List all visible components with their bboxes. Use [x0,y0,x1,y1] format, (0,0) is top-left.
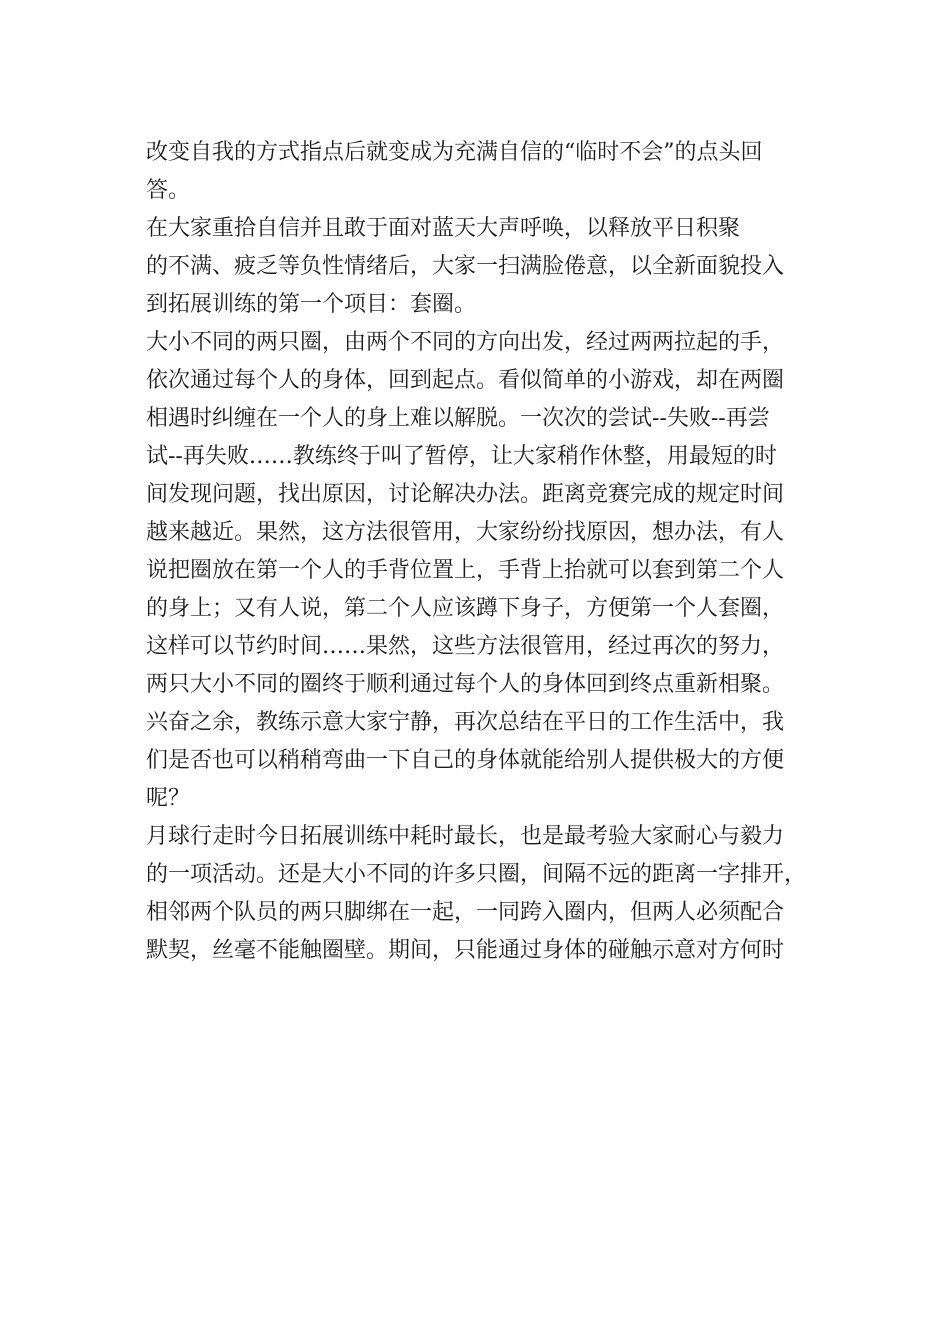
text-line-3: 在大家重拾自信并且敢于面对蓝天大声呼唤，以释放平日积聚 [146,216,741,241]
text-line-13: 的身上；又有人说，第二个人应该蹲下身子，方便第一个人套圈， [146,596,785,621]
text-line-22: 默契，丝毫不能触圈壁。期间，只能通过身体的碰触示意对方何时 [146,938,785,963]
text-line-20: 的一项活动。还是大小不同的许多只圈，间隔不远的距离一字排开， [146,862,807,887]
text-line-16: 兴奋之余，教练示意大家宁静，再次总结在平日的工作生活中，我 [146,710,785,735]
text-line-18: 呢？ [146,786,191,811]
text-line-19: 月球行走时今日拓展训练中耗时最长，也是最考验大家耐心与毅力 [146,824,785,849]
body-text [146,134,826,970]
text-line-7: 依次通过每个人的身体，回到起点。看似简单的小游戏，却在两圈 [146,368,785,393]
text-line-2: 答。 [146,178,191,203]
text-line-5: 到拓展训练的第一个项目：套圈。 [146,292,477,317]
text-line-10: 间发现问题，找出原因，讨论解决办法。距离竞赛完成的规定时间 [146,482,785,507]
text-line-12: 说把圈放在第一个人的手背位置上，手背上抬就可以套到第二个人 [146,558,785,583]
text-line-9: 试--再失败……教练终于叫了暂停，让大家稍作休整，用最短的时 [146,444,777,469]
text-line-8: 相遇时纠缠在一个人的身上难以解脱。一次次的尝试--失败--再尝 [146,406,770,431]
text-line-14: 这样可以节约时间……果然，这些方法很管用，经过再次的努力， [146,634,785,659]
text-line-21: 相邻两个队员的两只脚绑在一起，一同跨入圈内，但两人必须配合 [146,900,785,925]
text-line-1: 改变自我的方式指点后就变成为充满自信的“临时不会”的点头回 [146,140,763,165]
text-line-15: 两只大小不同的圈终于顺利通过每个人的身体回到终点重新相聚。 [146,672,785,697]
text-line-4: 的不满、疲乏等负性情绪后，大家一扫满脸倦意，以全新面貌投入 [146,254,785,279]
text-line-11: 越来越近。果然，这方法很管用，大家纷纷找原因，想办法，有人 [146,520,785,545]
text-line-6: 大小不同的两只圈，由两个不同的方向出发，经过两两拉起的手， [146,330,785,355]
text-line-17: 们是否也可以稍稍弯曲一下自己的身体就能给别人提供极大的方便 [146,748,785,773]
